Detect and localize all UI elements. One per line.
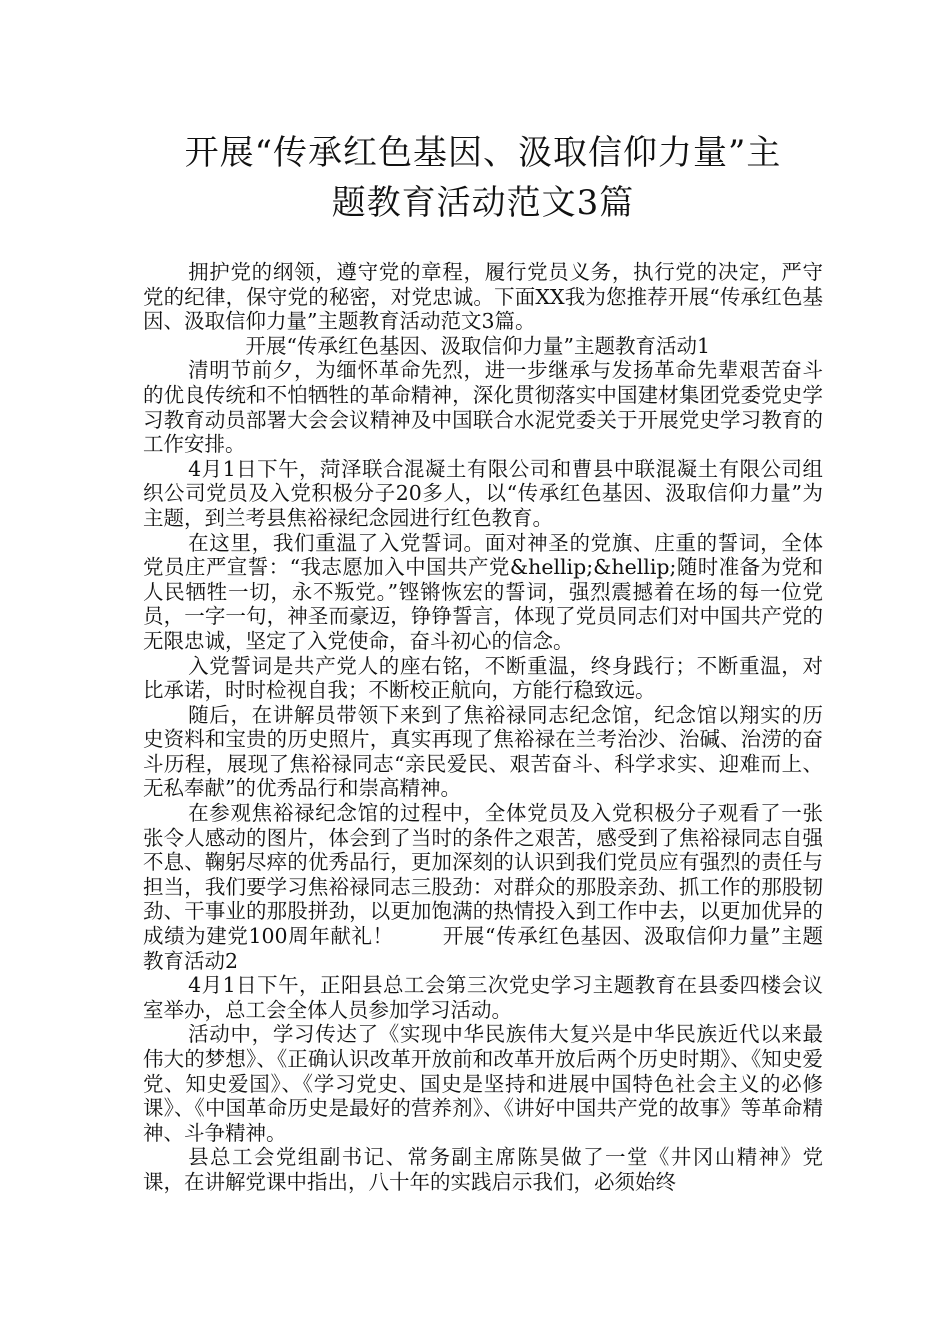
section-heading-1: 开展“传承红色基因、汲取信仰力量”主题教育活动1 <box>245 333 711 358</box>
paragraph-6-text: 在参观焦裕禄纪念馆的过程中，全体党员及入党积极分子观看了一张张令人感动的图片，体会到了当时的条件之艰苦，感受到了焦裕禄同志自强不息、鞠躬尽瘁的优秀品行，更加深刻的认识到我们党员应有强烈的责任与担当，我们要学习焦裕禄同志三股劲：对群众的那股亲劲、抓工作的那股韧劲、干事业的那股拼劲，以更加饱满的热情投入到工作中去，以更加优异的成绩为建党100周年献礼！ <box>143 801 823 949</box>
document-title <box>143 128 823 228</box>
paragraph-2: 4月1日下午，菏泽联合混凝土有限公司和曹县中联混凝土有限公司组织公司党员及入党积极分子20多人，以“传承红色基因、汲取信仰力量”为主题，到兰考县焦裕禄纪念园进行红色教育。 <box>143 456 823 530</box>
paragraph-9: 县总工会党组副书记、常务副主席陈昊做了一堂《井冈山精神》党课，在讲解党课中指出，八十年的实践启示我们，必须始终 <box>143 1145 823 1194</box>
title-line-1: 开展“传承红色基因、汲取信仰力量”主 <box>184 133 782 173</box>
paragraph-3: 在这里，我们重温了入党誓词。面对神圣的党旗、庄重的誓词，全体党员庄严宣誓：“我志愿加入中国共产党&hellip;&hellip;随时准备为党和人民牺牲一切，永不叛党。”铿锵恢宏的誓词，强烈震撼着在场的每一位党员，一字一句，神圣而豪迈，铮铮誓言，体现了党员同志们对中国共产党的无限忠诚，坚定了入党使命，奋斗初心的信念。 <box>143 530 823 653</box>
intro-paragraph: 拥护党的纲领，遵守党的章程，履行党员义务，执行党的决定，严守党的纪律，保守党的秘密，对党忠诚。下面XX我为您推荐开展“传承红色基因、汲取信仰力量”主题教育活动范文3篇。 <box>143 260 823 334</box>
paragraph-1: 清明节前夕，为缅怀革命先烈，进一步继承与发扬革命先辈艰苦奋斗的优良传统和不怕牺牲的革命精神，深化贯彻落实中国建材集团党委党史学习教育动员部署大会会议精神及中国联合水泥党委关于开展党史学习教育的工作安排。 <box>143 358 823 457</box>
paragraph-4: 入党誓词是共产党人的座右铭，不断重温，终身践行；不断重温，对比承诺，时时检视自我；不断校正航向，方能行稳致远。 <box>143 653 823 703</box>
section-heading-2: 开展“传承红色基因、汲取信仰力量”主题教育活动2 <box>143 924 823 973</box>
paragraph-5: 随后，在讲解员带领下来到了焦裕禄同志纪念馆，纪念馆以翔实的历史资料和宝贵的历史照片，真实再现了焦裕禄在兰考治沙、治碱、治涝的奋斗历程，展现了焦裕禄同志“亲民爱民、艰苦奋斗、科学求实、迎难而上、无私奉献”的优秀品行和崇高精神。 <box>143 702 823 801</box>
paragraph-6 <box>143 801 823 973</box>
paragraph-7: 4月1日下午，正阳县总工会第三次党史学习主题教育在县委四楼会议室举办，总工会全体人员参加学习活动。 <box>143 973 823 1022</box>
document-page <box>143 128 823 1195</box>
title-line-2: 题教育活动范文3篇 <box>331 183 635 223</box>
paragraph-8: 活动中，学习传达了《实现中华民族伟大复兴是中华民族近代以来最伟大的梦想》、《正确认识改革开放前和改革开放后两个历史时期》、《知史爱党、知史爱国》、《学习党史、国史是坚持和进展中国特色社会主义的必修课》、《中国革命历史是最好的营养剂》、《讲好中国共产党的故事》等革命精神、斗争精神。 <box>143 1022 823 1145</box>
